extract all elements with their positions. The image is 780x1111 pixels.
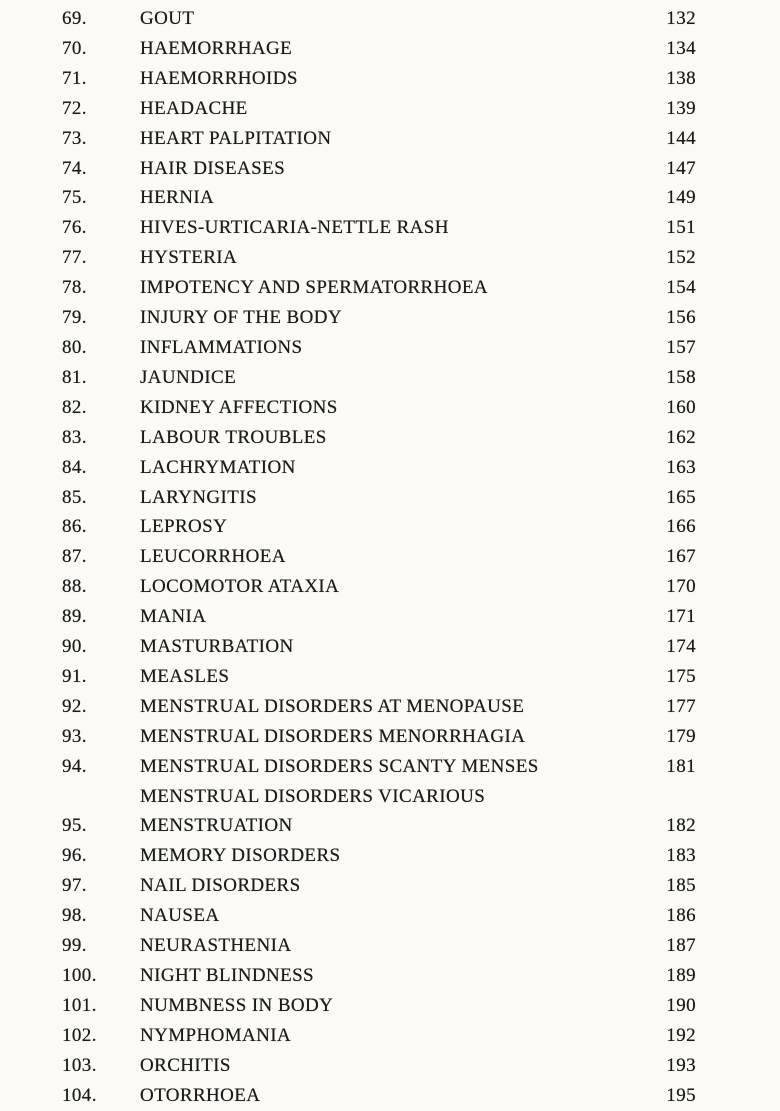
entry-title: MEASLES xyxy=(140,665,230,687)
entry-page-number: 171 xyxy=(666,606,696,628)
entry-page-number: 132 xyxy=(666,8,696,29)
entry-number: 96. xyxy=(62,845,87,867)
toc-entry xyxy=(62,722,696,752)
entry-number: 84. xyxy=(62,456,87,478)
entry-page-number: 144 xyxy=(666,127,696,149)
entry-page-number: 195 xyxy=(666,1084,696,1106)
toc-entry xyxy=(62,124,696,154)
entry-title: HAEMORRHAGE xyxy=(140,37,293,59)
entry-title: MASTURBATION xyxy=(140,636,294,658)
entry-page-number: 183 xyxy=(666,845,696,867)
entry-title: HAEMORRHOIDS xyxy=(140,67,298,89)
entry-page-number: 156 xyxy=(666,307,696,329)
toc-entry xyxy=(62,393,696,423)
toc-entry xyxy=(62,423,696,453)
toc-entry xyxy=(62,34,696,64)
entry-page-number: 138 xyxy=(666,67,696,89)
entry-title: LACHRYMATION xyxy=(140,456,296,478)
toc-entry xyxy=(62,213,696,243)
entry-title: MEMORY DISORDERS xyxy=(140,845,341,867)
toc-entry xyxy=(62,1081,696,1111)
entry-number: 76. xyxy=(62,217,87,239)
entry-title: ORCHITIS xyxy=(140,1054,231,1076)
entry-number: 89. xyxy=(62,606,87,628)
entry-number: 71. xyxy=(62,67,87,89)
entry-number: 86. xyxy=(62,516,87,538)
entry-number: 72. xyxy=(62,97,87,119)
entry-page-number: 157 xyxy=(666,336,696,358)
entry-page-number: 163 xyxy=(666,456,696,478)
toc-entry xyxy=(62,333,696,363)
toc-entry xyxy=(62,871,696,901)
toc-entry xyxy=(62,183,696,213)
entry-title: NAIL DISORDERS xyxy=(140,875,301,897)
entry-title: NUMBNESS IN BODY xyxy=(140,994,334,1016)
entry-title: HIVES-URTICARIA-NETTLE RASH xyxy=(140,217,449,239)
entry-title xyxy=(140,782,644,842)
entry-page-number: 174 xyxy=(666,636,696,658)
entry-number: 78. xyxy=(62,277,87,299)
entry-title: HEART PALPITATION xyxy=(140,127,332,149)
entry-page-number: 162 xyxy=(666,426,696,448)
entry-page-number: 187 xyxy=(666,935,696,957)
entry-number: 95. xyxy=(62,815,87,837)
entry-page-number: 166 xyxy=(666,516,696,538)
toc-entry xyxy=(62,692,696,722)
entry-page-number: 182 xyxy=(666,815,696,837)
entry-title: NAUSEA xyxy=(140,905,220,927)
entry-page-number: 154 xyxy=(666,277,696,299)
entry-title: NIGHT BLINDNESS xyxy=(140,965,315,986)
entry-title: INJURY OF THE BODY xyxy=(140,307,342,329)
entry-page-number: 175 xyxy=(666,665,696,687)
entry-page-number: 147 xyxy=(666,157,696,179)
entry-title: NYMPHOMANIA xyxy=(140,1024,292,1046)
entry-page-number: 179 xyxy=(666,725,696,747)
toc-entry xyxy=(62,1021,696,1051)
entry-title: OTORRHOEA xyxy=(140,1084,261,1106)
entry-number: 103. xyxy=(62,1054,97,1076)
entry-number: 101. xyxy=(62,994,97,1016)
entry-number: 85. xyxy=(62,486,87,508)
toc-entry xyxy=(62,273,696,303)
entry-page-number: 149 xyxy=(666,187,696,209)
toc-entry xyxy=(62,453,696,483)
entry-title: LEUCORRHOEA xyxy=(140,546,286,568)
entry-page-number: 165 xyxy=(666,486,696,508)
entry-number: 70. xyxy=(62,37,87,59)
toc-entry xyxy=(62,542,696,572)
entry-number: 83. xyxy=(62,426,87,448)
toc-entry xyxy=(62,841,696,871)
entry-title: JAUNDICE xyxy=(140,366,237,388)
entry-number: 102. xyxy=(62,1024,97,1046)
toc-entry xyxy=(62,782,696,842)
entry-number: 92. xyxy=(62,695,87,717)
entry-page-number: 185 xyxy=(666,875,696,897)
entry-number: 82. xyxy=(62,396,87,418)
entry-number: 98. xyxy=(62,905,87,927)
entry-number: 88. xyxy=(62,576,87,598)
entry-title-line-1: MENSTRUAL DISORDERS VICARIOUS xyxy=(140,785,486,807)
entry-title: INFLAMMATIONS xyxy=(140,336,303,358)
toc-entry xyxy=(62,632,696,662)
toc-entry xyxy=(62,363,696,393)
entry-page-number: 134 xyxy=(666,37,696,59)
entry-title: KIDNEY AFFECTIONS xyxy=(140,396,338,418)
entry-page-number: 192 xyxy=(666,1024,696,1046)
entry-title: LARYNGITIS xyxy=(140,486,257,508)
entry-number: 93. xyxy=(62,725,87,747)
entry-title: MENSTRUAL DISORDERS MENORRHAGIA xyxy=(140,725,526,747)
entry-page-number: 193 xyxy=(666,1054,696,1076)
toc-entry xyxy=(62,662,696,692)
entry-number: 69. xyxy=(62,8,87,29)
entry-title: MENSTRUAL DISORDERS SCANTY MENSES xyxy=(140,755,539,777)
entry-title: HERNIA xyxy=(140,187,215,209)
entry-number: 94. xyxy=(62,755,87,777)
entry-page-number: 177 xyxy=(666,695,696,717)
toc-entry xyxy=(62,64,696,94)
entry-page-number: 152 xyxy=(666,247,696,269)
entry-title: GOUT xyxy=(140,8,195,29)
entry-number: 91. xyxy=(62,665,87,687)
entry-title: NEURASTHENIA xyxy=(140,935,292,957)
entry-number: 104. xyxy=(62,1084,97,1106)
entry-title: IMPOTENCY AND SPERMATORRHOEA xyxy=(140,277,488,299)
entry-number: 73. xyxy=(62,127,87,149)
entry-number: 79. xyxy=(62,307,87,329)
entry-page-number: 139 xyxy=(666,97,696,119)
entry-number: 97. xyxy=(62,875,87,897)
entry-title: HAIR DISEASES xyxy=(140,157,286,179)
toc-entry xyxy=(62,4,696,34)
toc-entry xyxy=(62,1051,696,1081)
entry-page-number: 181 xyxy=(666,755,696,777)
entry-page-number: 190 xyxy=(666,994,696,1016)
toc-entry xyxy=(62,572,696,602)
entry-title: HEADACHE xyxy=(140,97,248,119)
entry-number: 90. xyxy=(62,636,87,658)
toc-entry xyxy=(62,931,696,961)
entry-page-number: 160 xyxy=(666,396,696,418)
entry-title: LEPROSY xyxy=(140,516,228,538)
entry-number: 87. xyxy=(62,546,87,568)
entry-number: 100. xyxy=(62,965,97,986)
toc-entry xyxy=(62,901,696,931)
entry-number: 99. xyxy=(62,935,87,957)
entry-page-number: 151 xyxy=(666,217,696,239)
toc-entry xyxy=(62,752,696,782)
toc-entry xyxy=(62,512,696,542)
entry-title: LABOUR TROUBLES xyxy=(140,426,327,448)
entry-page-number: 189 xyxy=(666,965,696,986)
entry-title: MANIA xyxy=(140,606,207,628)
toc-entry xyxy=(62,483,696,513)
entry-page-number: 158 xyxy=(666,366,696,388)
entry-number: 81. xyxy=(62,366,87,388)
entry-number: 80. xyxy=(62,336,87,358)
toc-entry xyxy=(62,94,696,124)
entry-number: 77. xyxy=(62,247,87,269)
entry-title: HYSTERIA xyxy=(140,247,238,269)
entry-number: 74. xyxy=(62,157,87,179)
entry-title: LOCOMOTOR ATAXIA xyxy=(140,576,340,598)
toc-entry xyxy=(62,154,696,184)
toc-entry xyxy=(62,303,696,333)
toc-entry xyxy=(62,602,696,632)
entry-page-number: 170 xyxy=(666,576,696,598)
entry-title: MENSTRUAL DISORDERS AT MENOPAUSE xyxy=(140,695,525,717)
toc-entry xyxy=(62,991,696,1021)
toc-entry xyxy=(62,243,696,273)
entry-page-number: 167 xyxy=(666,546,696,568)
entry-number: 75. xyxy=(62,187,87,209)
toc-list xyxy=(62,4,696,1111)
toc-entry xyxy=(62,961,696,991)
entry-title-line-2: MENSTRUATION xyxy=(140,815,293,837)
entry-page-number: 186 xyxy=(666,905,696,927)
